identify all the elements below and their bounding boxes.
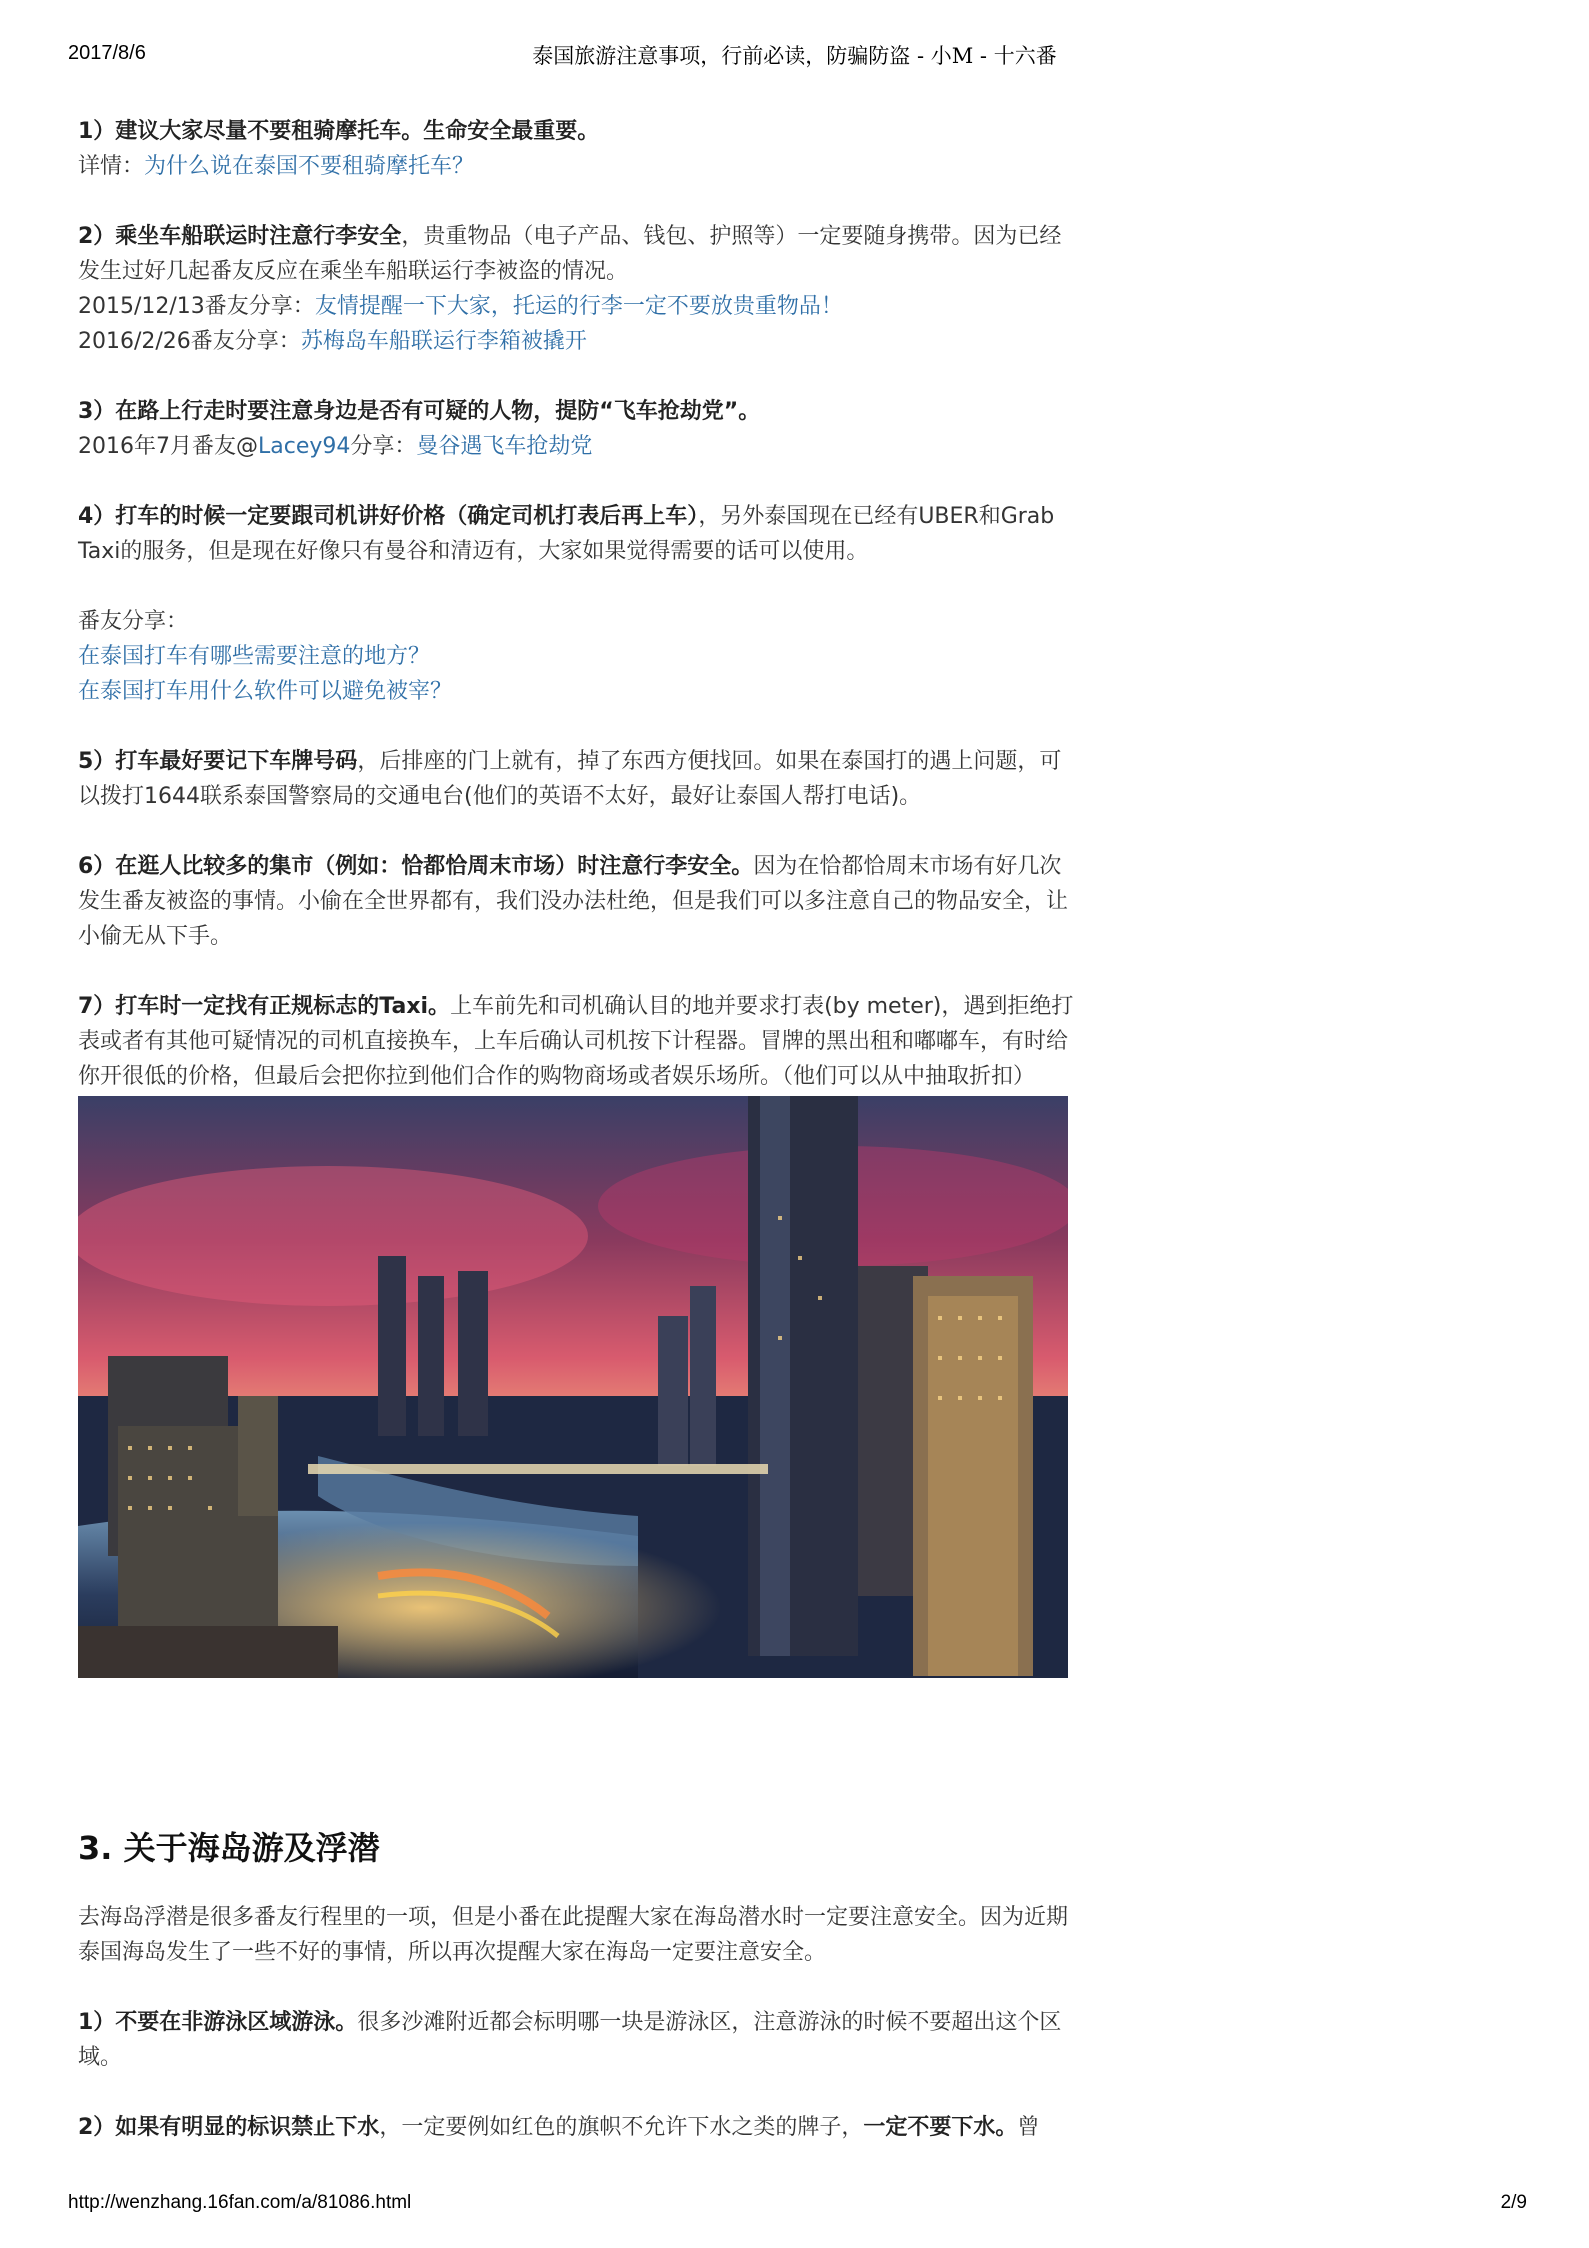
tip-6-text: 因为在恰都恰周末市场有好几次发生番友被盗的事情。小偷在全世界都有，我们没办法杜绝，但是我们可以多注意自己的物品安全，让小偷无从下手。 [78,854,1069,949]
bangkok-night-skyline-photo [78,1096,1068,1678]
island-tip-2-emphasis: 一定不要下水。 [863,2115,1018,2140]
article-body [78,114,1078,1678]
tip-4-heading: 4）打车的时候一定要跟司机讲好价格（确定司机打表后再上车） [78,504,699,529]
section-intro: 去海岛浮潜是很多番友行程里的一项，但是小番在此提醒大家在海岛潜水时一定要注意安全。因为近期泰国海岛发生了一些不好的事情，所以再次提醒大家在海岛一定要注意安全。 [78,1905,1069,1965]
section-3-body [78,1900,1078,2145]
tip-2 [78,219,1078,289]
tip-2-text: ，贵重物品（电子产品、钱包、护照等）一定要随身携带。因为已经发生过好几起番友反应在乘坐车船联运行李被盗的情况。 [78,224,1062,284]
tip-7-heading: 7）打车时一定找有正规标志的Taxi。 [78,994,451,1019]
tip-1-detail [78,149,1078,184]
island-tip-2 [78,2110,1078,2145]
taxi-tips-link[interactable]: 在泰国打车有哪些需要注意的地方？ [78,644,431,669]
island-tip-1-text: 很多沙滩附近都会标明哪一块是游泳区，注意游泳的时候不要超出这个区域。 [78,2010,1062,2070]
tip-6 [78,849,1078,954]
samui-luggage-link[interactable]: 苏梅岛车船联运行李箱被撬开 [300,329,587,354]
tip-2-heading: 2）乘坐车船联运时注意行李安全 [78,224,402,249]
taxi-app-link[interactable]: 在泰国打车用什么软件可以避免被宰？ [78,679,453,704]
tip-5 [78,744,1078,814]
tip-4-share-label: 番友分享： [78,609,189,634]
share-mid: 分享： [350,434,417,459]
share-prefix: 2015/12/13番友分享： [78,294,315,319]
luggage-warning-link[interactable]: 友情提醒一下大家，托运的行李一定不要放贵重物品！ [314,294,843,319]
share-prefix: 2016/2/26番友分享： [78,329,301,354]
tip-4-text: ，另外泰国现在已经有UBER和Grab Taxi的服务，但是现在好像只有曼谷和清迈有，大家如果觉得需要的话可以使用。 [78,504,1055,564]
tip-1 [78,114,1078,149]
island-tip-1 [78,2005,1078,2075]
bangkok-robbery-link[interactable]: 曼谷遇飞车抢劫党 [416,434,593,459]
share-prefix: 2016年7月番友@ [78,434,258,459]
page-number: 2/9 [1500,2192,1527,2213]
tip-2-share-2 [78,324,1078,359]
tip-3-heading: 3）在路上行走时要注意身边是否有可疑的人物，提防“飞车抢劫党”。 [78,399,761,424]
tip-3 [78,394,1078,429]
print-url: http://wenzhang.16fan.com/a/81086.html [68,2192,412,2213]
tip-6-heading: 6）在逛人比较多的集市（例如：恰都恰周末市场）时注意行李安全。 [78,854,754,879]
section-heading: 3. 关于海岛游及浮潜 [78,1829,380,1867]
motorbike-link[interactable]: 为什么说在泰国不要租骑摩托车？ [144,154,475,179]
print-date: 2017/8/6 [68,42,146,64]
user-link[interactable]: Lacey94 [258,434,351,459]
print-page-title: 泰国旅游注意事项，行前必读，防骗防盗 - 小M - 十六番 [532,44,1057,68]
tip-4 [78,499,1078,569]
island-tip-2-tail: 曾 [1017,2115,1040,2140]
tip-7-text: 上车前先和司机确认目的地并要求打表(by meter)，遇到拒绝打表或者有其他可疑情况的司机直接换车，上车后确认司机按下计程器。冒牌的黑出租和嘟嘟车，有时给你开很低的价格，但最后会把你拉到他们合作的购物商场或者娱乐场所。（他们可以从中抽取折扣） [78,994,1074,1089]
tip-4-link-1 [78,639,1078,674]
tip-7 [78,989,1078,1094]
tip-4-link-2 [78,674,1078,709]
detail-prefix: 详情： [78,154,145,179]
island-tip-2-text: ，一定要例如红色的旗帜不允许下水之类的牌子， [379,2115,864,2140]
tip-1-heading: 1）建议大家尽量不要租骑摩托车。生命安全最重要。 [78,119,600,144]
tip-2-share-1 [78,289,1078,324]
tip-5-text: ，后排座的门上就有，掉了东西方便找回。如果在泰国打的遇上问题，可以拨打1644联系泰国警察局的交通电台(他们的英语不太好，最好让泰国人帮打电话)。 [78,749,1062,809]
island-tip-2-heading: 2）如果有明显的标识禁止下水 [78,2115,380,2140]
tip-5-heading: 5）打车最好要记下车牌号码 [78,749,358,774]
tip-3-share [78,429,1078,464]
island-tip-1-heading: 1）不要在非游泳区域游泳。 [78,2010,358,2035]
